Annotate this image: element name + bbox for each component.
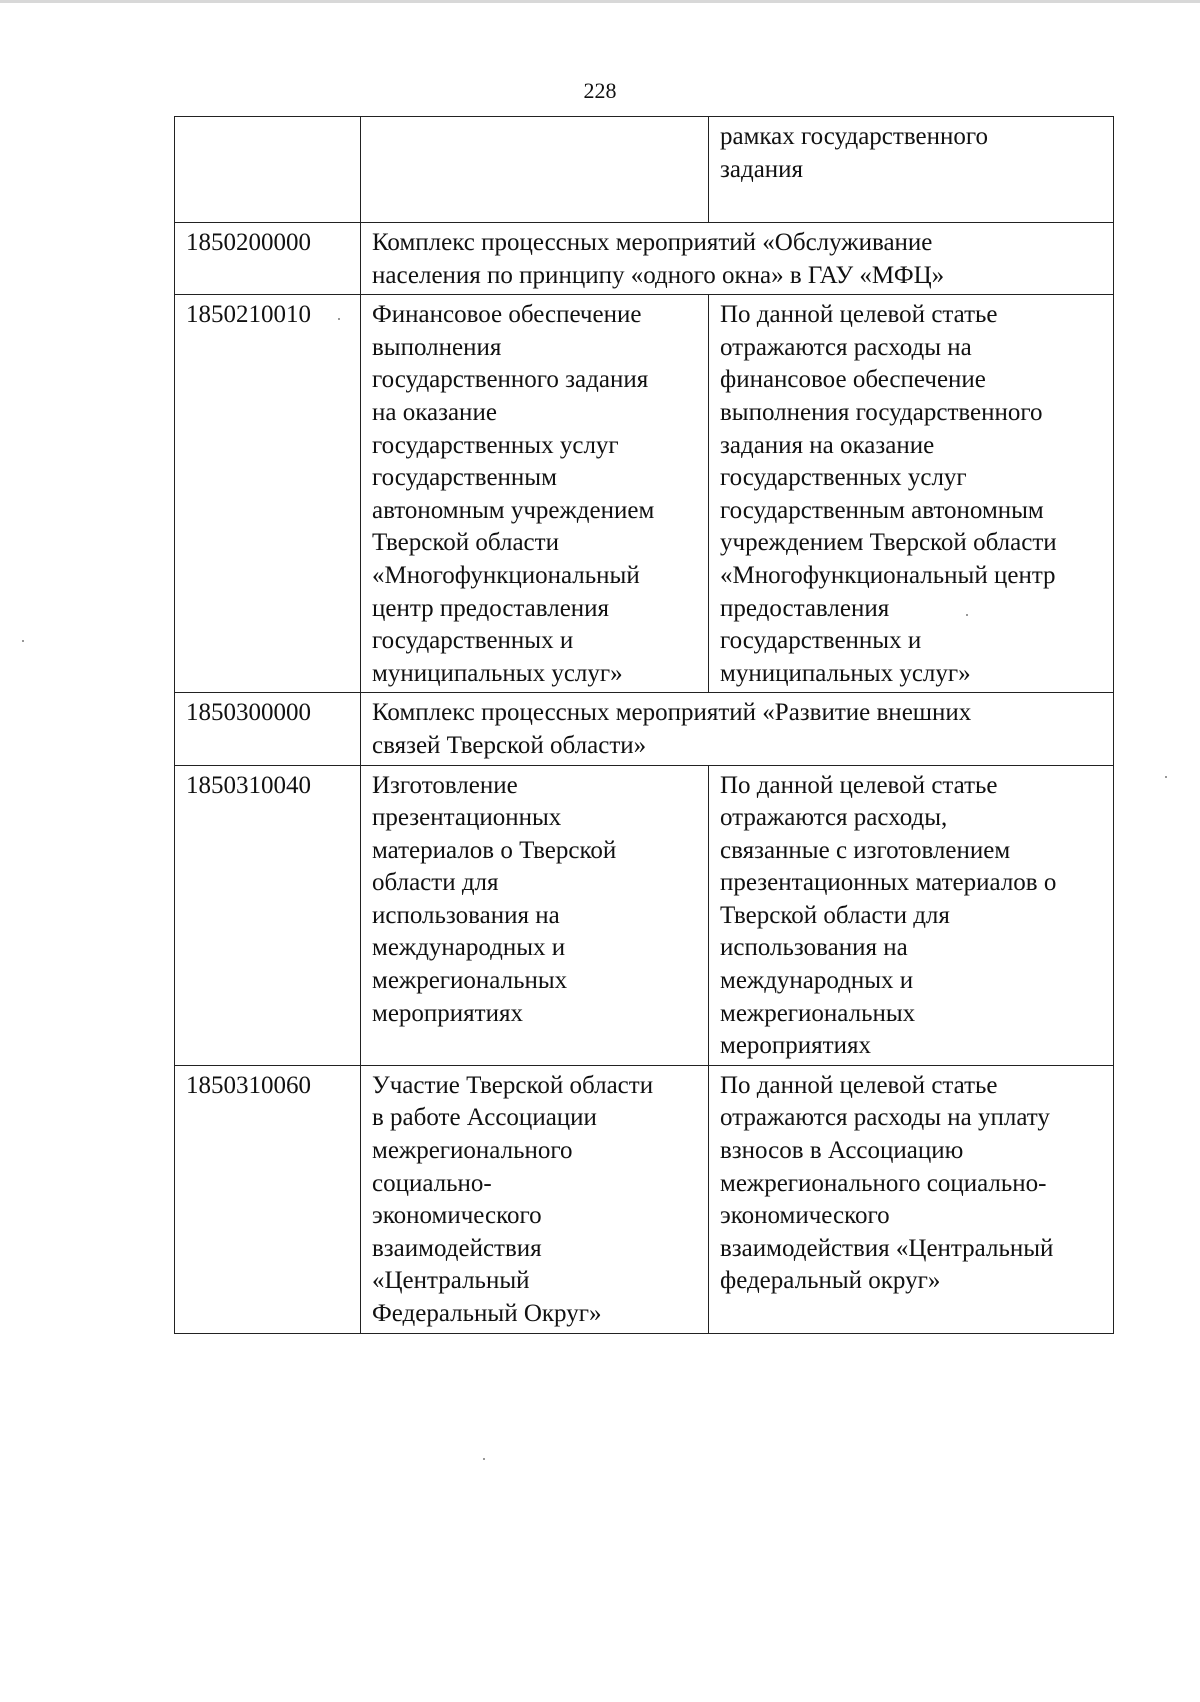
scan-speck	[483, 1458, 485, 1460]
code-cell: 1850300000	[175, 693, 361, 765]
table-row	[175, 295, 1114, 693]
table-row	[175, 1065, 1114, 1333]
description-line: связанные с изготовлением	[720, 836, 1011, 864]
table-row	[175, 117, 1114, 223]
name-line: Федеральный Округ»	[372, 1300, 602, 1327]
name-cell	[361, 765, 709, 1065]
description-line: предоставления	[720, 594, 890, 622]
heading-line: Комплекс процессных мероприятий «Развитие внешних	[372, 699, 972, 727]
name-line: «Центральный	[372, 1267, 530, 1295]
description-line: взаимодействия «Центральный	[720, 1234, 1054, 1262]
name-line: международных и	[372, 934, 566, 962]
name-line: Участие Тверской области	[372, 1071, 654, 1099]
description-line: экономического	[720, 1202, 890, 1230]
description-line: По данной целевой статье	[720, 1071, 998, 1099]
name-cell	[361, 295, 709, 693]
description-line: международных и	[720, 967, 914, 995]
description-line: выполнения государственного	[720, 398, 1043, 426]
name-line: Тверской области	[372, 529, 559, 557]
name-line: муниципальных услуг»	[372, 659, 623, 687]
name-line: области для	[372, 869, 499, 897]
description-cell	[709, 1065, 1114, 1333]
code-cell: 1850310040	[175, 765, 361, 1065]
section-heading-cell	[361, 223, 1114, 295]
description-line: рамках государственного	[720, 123, 988, 150]
description-line: отражаются расходы на	[720, 333, 972, 361]
heading-line: связей Тверской области»	[372, 731, 647, 759]
description-line: федеральный округ»	[720, 1267, 941, 1295]
description-line: По данной целевой статье	[720, 301, 998, 329]
description-line: взносов в Ассоциацию	[720, 1137, 964, 1165]
name-line: государственным	[372, 464, 557, 492]
description-line: По данной целевой статье	[720, 771, 998, 799]
table-row	[175, 223, 1114, 295]
description-line: «Многофункциональный центр	[720, 561, 1056, 589]
name-line: межрегионального	[372, 1137, 573, 1165]
name-line: центр предоставления	[372, 594, 610, 622]
description-cell	[709, 765, 1114, 1065]
description-cell	[709, 295, 1114, 693]
name-line: на оказание	[372, 398, 497, 426]
name-line: «Многофункциональный	[372, 561, 640, 589]
code-cell: 1850210010	[175, 295, 361, 693]
description-line: мероприятиях	[720, 1032, 871, 1060]
name-line: презентационных	[372, 804, 562, 832]
name-line: в работе Ассоциации	[372, 1104, 597, 1132]
scan-speck	[966, 614, 968, 616]
scan-edge-line	[0, 0, 1200, 3]
description-line: государственных услуг	[720, 464, 967, 492]
scan-speck	[338, 318, 340, 320]
description-line: задания на оказание	[720, 431, 935, 459]
description-line: презентационных материалов о	[720, 869, 1057, 897]
description-line: государственным автономным	[720, 496, 1044, 524]
description-line: межрегиональных	[720, 999, 916, 1027]
heading-line: Комплекс процессных мероприятий «Обслуживание	[372, 229, 933, 256]
table-row	[175, 765, 1114, 1065]
description-cell	[709, 117, 1114, 223]
description-line: финансовое обеспечение	[720, 366, 986, 394]
name-line: социально-	[372, 1169, 492, 1197]
description-line: муниципальных услуг»	[720, 659, 971, 687]
description-line: отражаются расходы,	[720, 804, 948, 832]
name-line: межрегиональных	[372, 967, 568, 995]
name-line: выполнения	[372, 333, 502, 361]
description-line: Тверской области для	[720, 901, 950, 929]
description-line: использования на	[720, 934, 908, 962]
code-cell	[175, 117, 361, 223]
description-line: учреждением Тверской области	[720, 529, 1057, 557]
name-cell	[361, 117, 709, 223]
code-cell: 1850310060	[175, 1065, 361, 1333]
description-line: межрегионального социально-	[720, 1169, 1047, 1197]
table-row	[175, 693, 1114, 765]
name-line: государственных услуг	[372, 431, 619, 459]
name-line: государственного задания	[372, 366, 649, 394]
budget-classification-table	[174, 116, 1114, 1334]
scan-speck	[1165, 776, 1167, 778]
description-line: задания	[720, 155, 804, 183]
description-line: государственных и	[720, 627, 922, 655]
scan-speck	[22, 640, 24, 642]
name-line: автономным учреждением	[372, 496, 655, 524]
section-heading-cell	[361, 693, 1114, 765]
name-line: Финансовое обеспечение	[372, 301, 642, 329]
code-cell: 1850200000	[175, 223, 361, 295]
name-cell	[361, 1065, 709, 1333]
page-number: 228	[583, 78, 617, 103]
name-line: экономического	[372, 1202, 542, 1230]
name-line: мероприятиях	[372, 999, 523, 1027]
name-line: Изготовление	[372, 771, 518, 799]
description-line: отражаются расходы на уплату	[720, 1104, 1050, 1132]
name-line: использования на	[372, 901, 560, 929]
name-line: материалов о Тверской	[372, 836, 617, 864]
name-line: государственных и	[372, 627, 574, 655]
heading-line: населения по принципу «одного окна» в ГАУ «МФЦ»	[372, 261, 945, 289]
name-line: взаимодействия	[372, 1234, 542, 1262]
